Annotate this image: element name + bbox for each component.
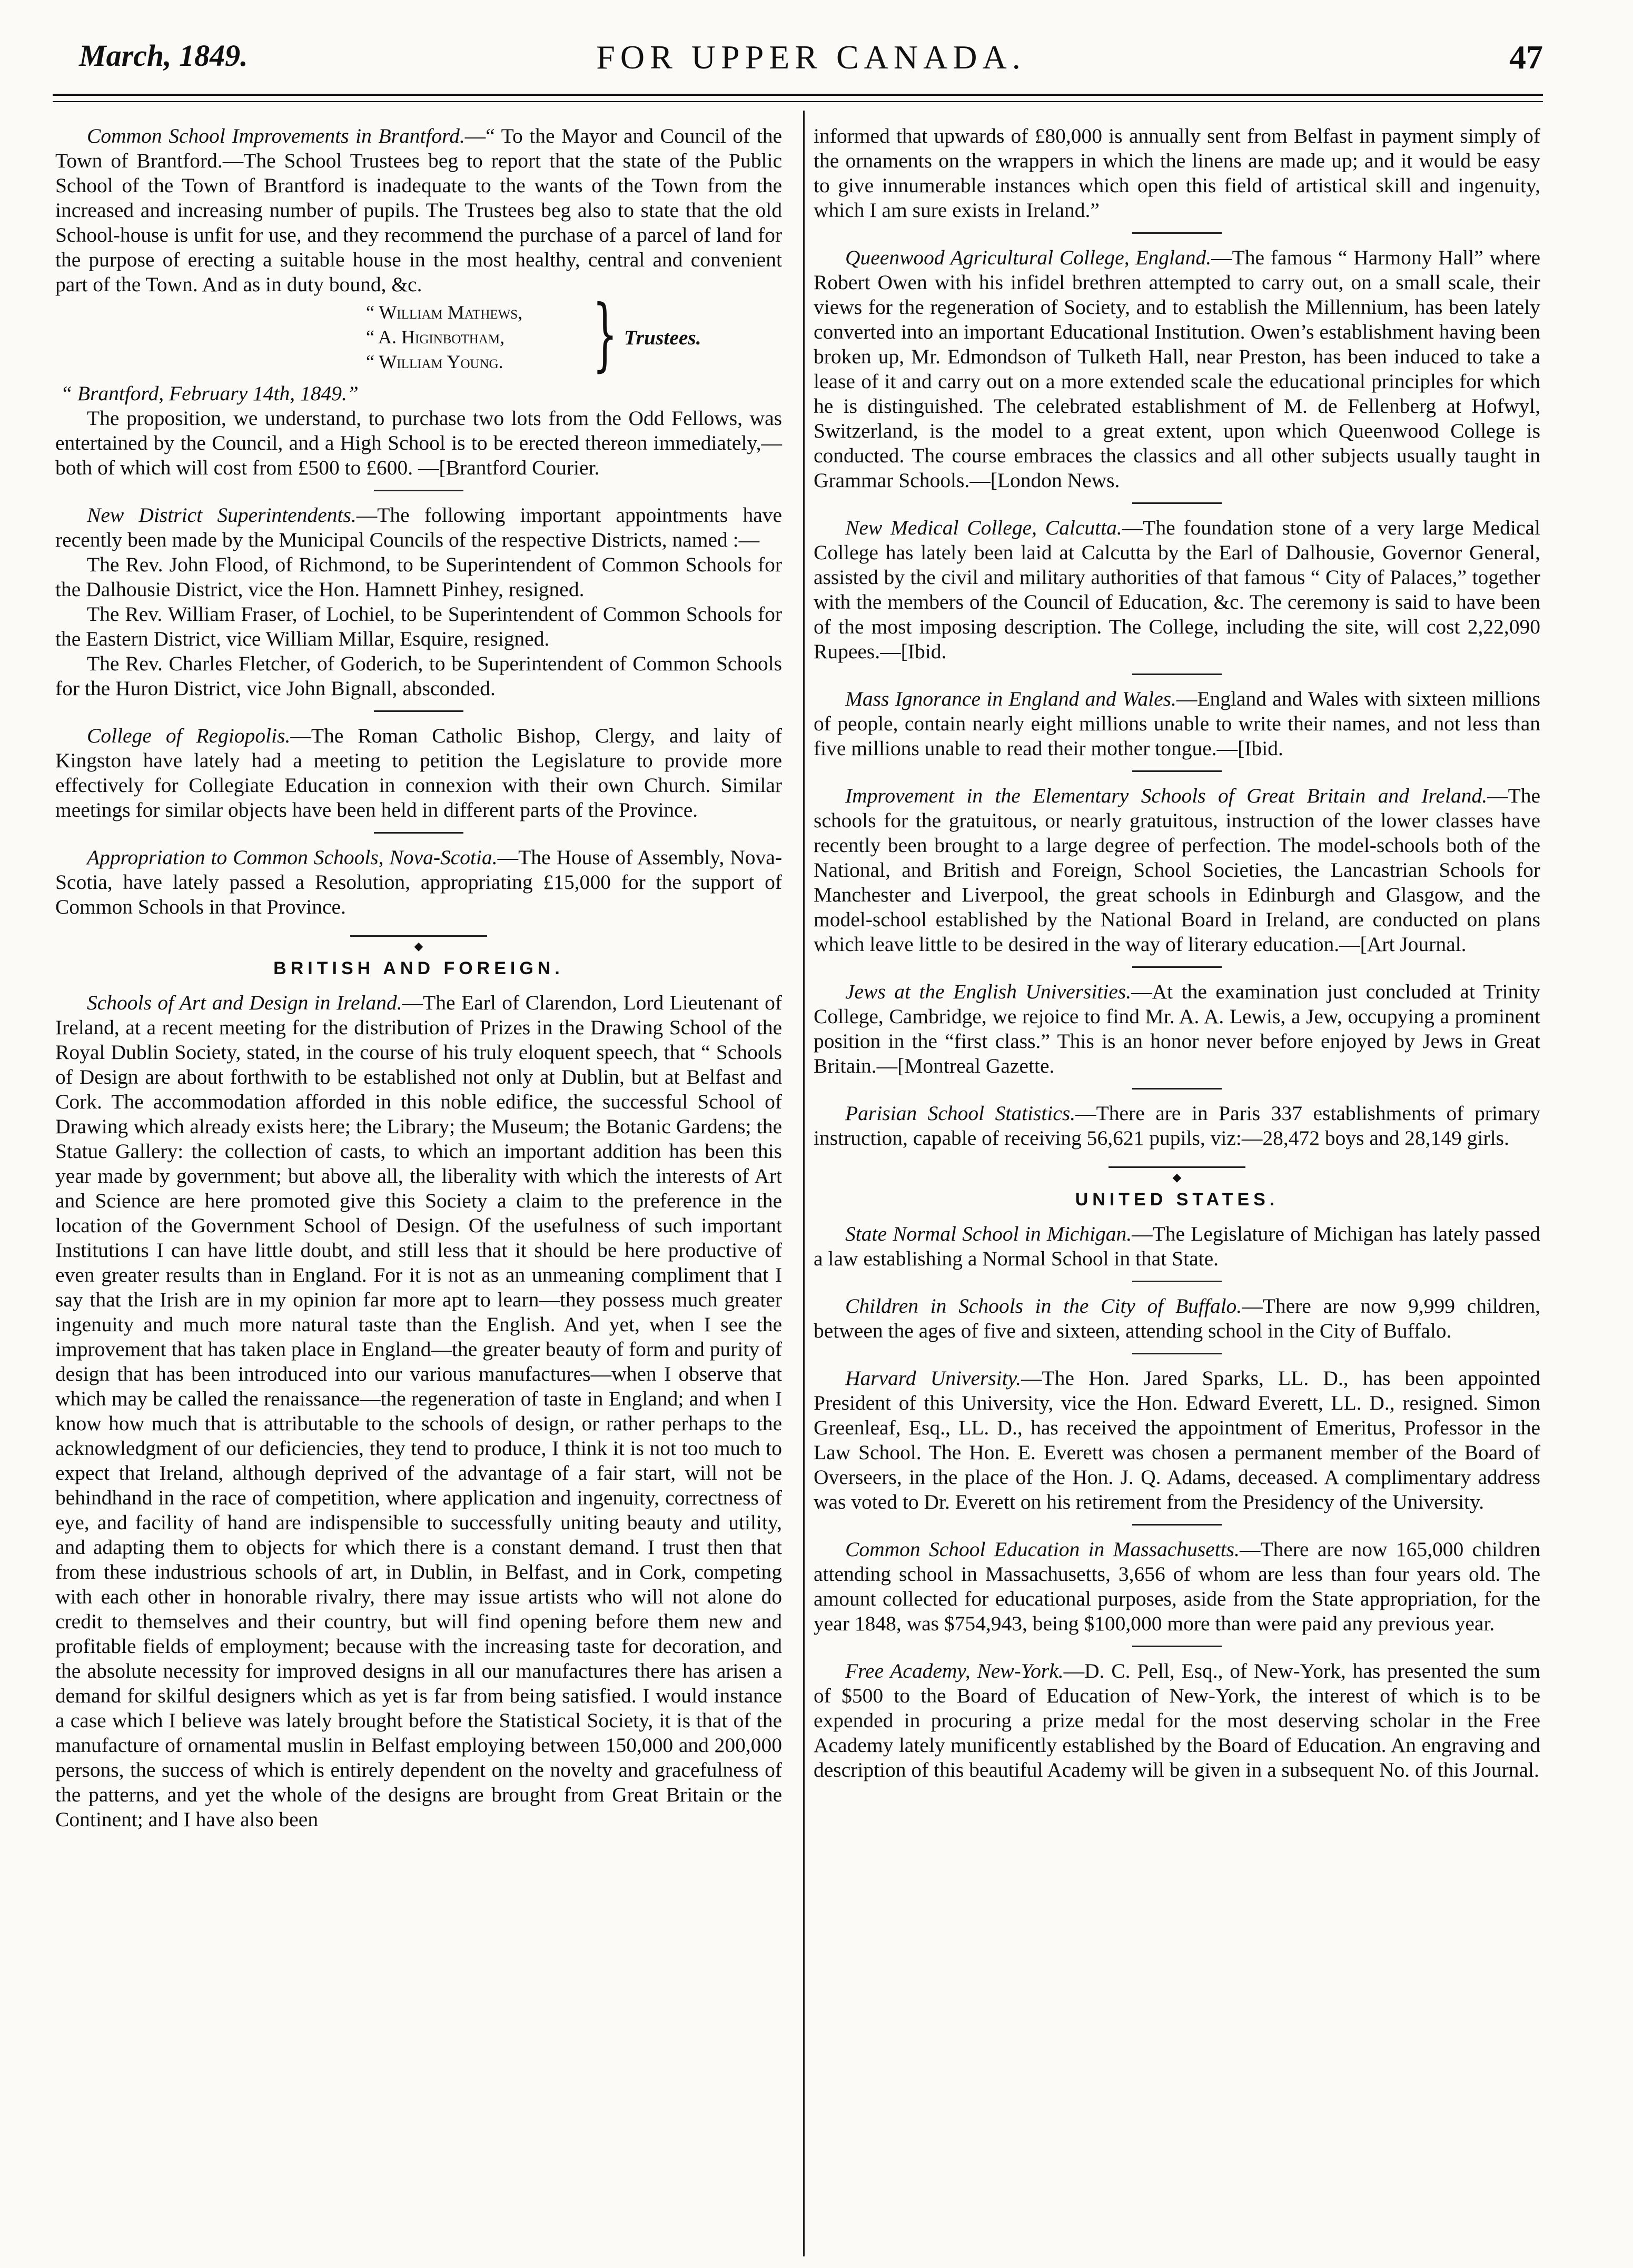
appointment-item: The Rev. Charles Fletcher, of Goderich, to be Superintendent of Common Schools for the Huron District, vice John Bignall, absconded.	[55, 652, 782, 700]
publication-title: FOR UPPER CANADA.	[596, 38, 1026, 76]
issue-date: March, 1849.	[79, 38, 248, 73]
brace-glyph: }	[592, 289, 618, 380]
article-body: —At the examination just concluded at Trinity College, Cambridge, we rejoice to find Mr. A. A. Lewis, a Jew, occupying a prominent position in the “first class.” This is an honor never before enjoyed by Jews in Great Britain.—[Montreal Gazette.	[814, 980, 1540, 1077]
article-body: —The Hon. Jared Sparks, LL. D., has been appointed President of this University, vice the Hon. Edward Everett, LL. D., resigned. Simon Greenleaf, Esq., LL. D., has received the appointment of Emeritus, Professor in the Law School. The Hon. E. Everett was chosen a permanent member of the Board of Overseers, in the place of the Hon. J. Q. Adams, deceased. A complimentary address was voted to Dr. Everett on his retirement from the Presidency of the University.	[814, 1366, 1540, 1513]
article-body: informed that upwards of £80,000 is annually sent from Belfast in payment simply of the ornaments on the wrappers in which the linens are made up; and it would be easy to give innumerable instances which open this field of artistical skill and ingenuity, which I am sure exists in Ireland.”	[814, 124, 1540, 222]
article-separator	[1132, 1646, 1222, 1647]
article-separator	[1132, 770, 1222, 772]
article-heading: New Medical College, Calcutta.	[845, 516, 1122, 539]
article-separator	[1132, 674, 1222, 675]
article-body: —England and Wales with sixteen millions of people, contain nearly eight millions unable to write their names, and not less than five millions unable to read their mother tongue.—[Ibid.	[814, 687, 1540, 760]
article-body: —The Roman Catholic Bishop, Clergy, and laity of Kingston have lately had a meeting to petition the Legislature to provide more effectively for Collegiate Education in connexion with their own Church. Similar meetings for similar objects have been held in different parts of the Province.	[55, 724, 782, 821]
article-separator	[374, 832, 463, 834]
article-separator	[1132, 1281, 1222, 1282]
signatory: “ A. Higinbotham,	[366, 326, 505, 348]
article-body: —There are now 9,999 children, between the ages of five and sixteen, attending school in the City of Buffalo.	[814, 1294, 1540, 1342]
article-separator	[374, 490, 463, 491]
section-title: BRITISH AND FOREIGN.	[273, 958, 564, 978]
article-elementary-schools	[814, 784, 1540, 957]
article-body: —The Earl of Clarendon, Lord Lieutenant of Ireland, at a recent meeting for the distribution of Prizes in the Drawing School of the Royal Dublin Society, stated, in the course of his truly eloquent speech, that “ Schools of Design are about forthwith to be established not only at Dublin, but at Belfast and Cork. The accommodation afforded in this noble edifice, the successful School of Drawing which already exists here; the Library; the Museum; the Botanic Gardens; the Statue Gallery: the collection of casts, to which an important addition has been this year made by government; but above all, the liberality with which the interests of Art and Science are here promoted give this Society a claim to the preference in the location of the Government School of Design. Of the usefulness of such important Institutions I can have little doubt, and still less that it should be here productive of even greater results than in England. For it is not as an unmeaning compliment that I say that the Irish are in my opinion far more apt to learn—they possess much greater ingenuity and much more natural taste than the English. And yet, when I see the improvement that has taken place in England—the greater beauty of form and purity of design that has been introduced into our various manufactures—when I observe that which may be called the renaissance—the regeneration of taste in England; and when I know how much that is attributable to the schools of design, or rather perhaps to the acknowledgment of our deficiencies, they tend to produce, I think it is not too much to expect that Ireland, although deprived of the advantage of a fair start, will not be behindhand in the race of competition, where application and ingenuity, correctness of eye, and facility of hand are indispensible to successfully uniting beauty and utility, and adapting them to objects for which there is a constant demand. I trust then that from these industrious schools of art, in Dublin, in Belfast, and in Cork, competing with each other in honorable rivalry, there may issue artists who will not alone do credit to themselves and their country, but will find opening before them new and profitable fields of employment; because with the increasing taste for decoration, and the absolute necessity for improved designs in all our manufactures there has arisen a demand for skilful designers which as yet is far from being satisfied. I would instance a case which I believe was lately brought before the Statistical Society, it is that of the manufacture of ornamental muslin in Belfast employing between 150,000 and 200,000 persons, the success of which is entirely dependent on the novelty and gracefulness of the patterns, and yet the whole of the designs are brought from Great Britain or the Continent; and I have also been	[55, 991, 782, 1831]
article-separator	[1132, 966, 1222, 968]
article-heading: College of Regiopolis.	[87, 724, 291, 747]
article-heading: Improvement in the Elementary Schools of Great Britain and Ireland.	[845, 784, 1488, 807]
article-nova-scotia	[55, 845, 782, 919]
right-column	[814, 124, 1540, 1786]
trustee-signatures	[55, 289, 782, 380]
article-body: —The following important appointments have recently been made by the Municipal Councils of the respective Districts, named :—	[55, 503, 783, 551]
signatories-label: Trustees.	[624, 326, 701, 349]
article-body: —“ To the Mayor and Council of the Town of Brantford.—The School Trustees beg to report that the state of the Public School of the Town of Brantford is inadequate to the wants of the Town from the increased and increasing number of pupils. The Trustees beg also to state that the old School-house is unfit for use, and they recommend the purchase of a parcel of land for the purpose of erecting a suitable house in the most healthy, central and convenient part of the Town. And as in duty bound, &c.	[55, 124, 782, 296]
article-buffalo	[814, 1294, 1540, 1343]
article-ireland-continued	[814, 124, 1540, 223]
signatory-list	[366, 300, 522, 374]
article-heading: Parisian School Statistics.	[845, 1102, 1076, 1125]
article-body: —The House of Assembly, Nova-Scotia, have lately passed a Resolution, appropriating £15,000 for the support of Common Schools in that Province.	[55, 846, 782, 918]
article-separator	[374, 710, 463, 712]
page-number: 47	[1509, 38, 1543, 76]
appointment-item: The Rev. John Flood, of Richmond, to be Superintendent of Common Schools for the Dalhousie District, vice the Hon. Hamnett Pinhey, resigned.	[55, 553, 782, 601]
section-ornament	[1109, 1162, 1245, 1184]
appointment-item: The Rev. William Fraser, of Lochiel, to be Superintendent of Common Schools for the Eastern District, vice William Millar, Esquire, resigned.	[55, 602, 782, 650]
article-separator	[1132, 1524, 1222, 1526]
article-calcutta	[814, 516, 1540, 664]
header-rule-thin	[53, 101, 1543, 102]
article-heading: State Normal School in Michigan.	[845, 1222, 1132, 1245]
article-brantford	[55, 124, 782, 480]
article-separator	[1132, 232, 1222, 234]
article-followup: The proposition, we understand, to purchase two lots from the Odd Fellows, was entertained by the Council, and a High School is to be erected thereon immediately,—both of which will cost from £500 to £600. —[Brantford Courier.	[55, 407, 782, 479]
ornament-glyph: ◆	[1170, 1171, 1185, 1184]
article-body: —The Legislature of Michigan has lately passed a law establishing a Normal School in that State.	[814, 1222, 1540, 1270]
section-title: UNITED STATES.	[1075, 1190, 1279, 1210]
column-divider	[803, 111, 805, 2256]
article-body: —There are in Paris 337 establishments of primary instruction, capable of receiving 56,621 pupils, viz:—28,472 boys and 28,149 girls.	[814, 1102, 1540, 1150]
article-heading: Free Academy, New-York.	[845, 1659, 1064, 1682]
header-rule	[53, 94, 1543, 96]
article-harvard	[814, 1366, 1540, 1514]
article-heading: Children in Schools in the City of Buffalo.	[845, 1294, 1242, 1318]
article-body: —The famous “ Harmony Hall” where Robert Owen with his infidel brethren attempted to carry out, on a small scale, their views for the regeneration of Society, and to establish the Millennium, has been lately converted into an important Educational Institution. Owen’s establishment having been broken up, Mr. Edmondson of Tulketh Hall, near Preston, has been induced to take a lease of it and carry out on a more extended scale the educational principles for which he is distinguished. The celebrated establishment of M. de Fellenberg at Hofwyl, Switzerland, is the model to a great extent, upon which Queenwood College is conducted. The course embraces the classics and all other subjects usually taught in Grammar Schools.—[London News.	[814, 246, 1540, 492]
article-body: —D. C. Pell, Esq., of New-York, has presented the sum of $500 to the Board of Education of New-York, the interest of which is to be expended in procuring a prize medal for the most deserving scholar in the Free Academy lately munificently established by the Board of Education. An engraving and description of this beautiful Academy will be given in a subsequent No. of this Journal.	[814, 1659, 1540, 1781]
article-heading: Jews at the English Universities.	[845, 980, 1132, 1003]
article-michigan	[814, 1222, 1540, 1271]
article-free-academy	[814, 1659, 1540, 1782]
article-queenwood	[814, 245, 1540, 493]
article-heading: Appropriation to Common Schools, Nova-Scotia.	[87, 846, 498, 869]
article-body: —The schools for the gratuitous, or nearly gratuitous, instruction of the lower classes have recently been brought to a large degree of perfection. The model-schools both of the National, and British and Foreign, School Societies, the Lancastrian Schools for Manchester and Liverpool, the great schools in Edinburgh and Glasgow, and the model-school established by the National Board in Ireland, are conducted on plans which leave little to be desired in the way of literary education.—[Art Journal.	[814, 784, 1540, 956]
article-heading: Common School Improvements in Brantford.	[87, 124, 465, 147]
article-separator	[1132, 1353, 1222, 1354]
article-heading: Mass Ignorance in England and Wales.	[845, 687, 1176, 710]
ornament-glyph: ◆	[411, 939, 427, 953]
article-superintendents	[55, 503, 782, 701]
article-separator	[1132, 1088, 1222, 1090]
signatory: “ William Mathews,	[366, 302, 523, 323]
running-head	[79, 38, 1543, 85]
article-massachusetts	[814, 1537, 1540, 1636]
article-heading: Common School Education in Massachusetts.	[845, 1538, 1240, 1561]
article-heading: New District Superintendents.	[87, 503, 357, 527]
section-ornament	[350, 931, 487, 953]
article-ireland-art	[55, 991, 782, 1832]
article-regiopolis	[55, 724, 782, 823]
signatory: “ William Young.	[366, 351, 503, 372]
article-parisian-statistics	[814, 1101, 1540, 1151]
article-separator	[1132, 502, 1222, 504]
dateline: “ Brantford, February 14th, 1849.”	[61, 382, 359, 405]
article-heading: Queenwood Agricultural College, England.	[845, 246, 1212, 269]
article-heading: Schools of Art and Design in Ireland.	[87, 991, 402, 1014]
article-heading: Harvard University.	[845, 1366, 1021, 1390]
left-column	[55, 124, 782, 1835]
article-jews-universities	[814, 979, 1540, 1078]
article-body: —There are now 165,000 children attending school in Massachusetts, 3,656 of whom are less than four years old. The amount collected for educational purposes, aside from the State appropriation, for the year 1848, was $754,943, being $100,000 more than were paid any previous year.	[814, 1538, 1540, 1635]
article-mass-ignorance	[814, 687, 1540, 761]
article-body: —The foundation stone of a very large Medical College has lately been laid at Calcutta by the Earl of Dalhousie, Governor General, assisted by the civil and military authorities of that famous “ City of Palaces,” together with the members of the Council of Education, &c. The ceremony is said to have been of the most imposing description. The College, including the site, will cost 2,22,090 Rupees.—[Ibid.	[814, 516, 1540, 663]
